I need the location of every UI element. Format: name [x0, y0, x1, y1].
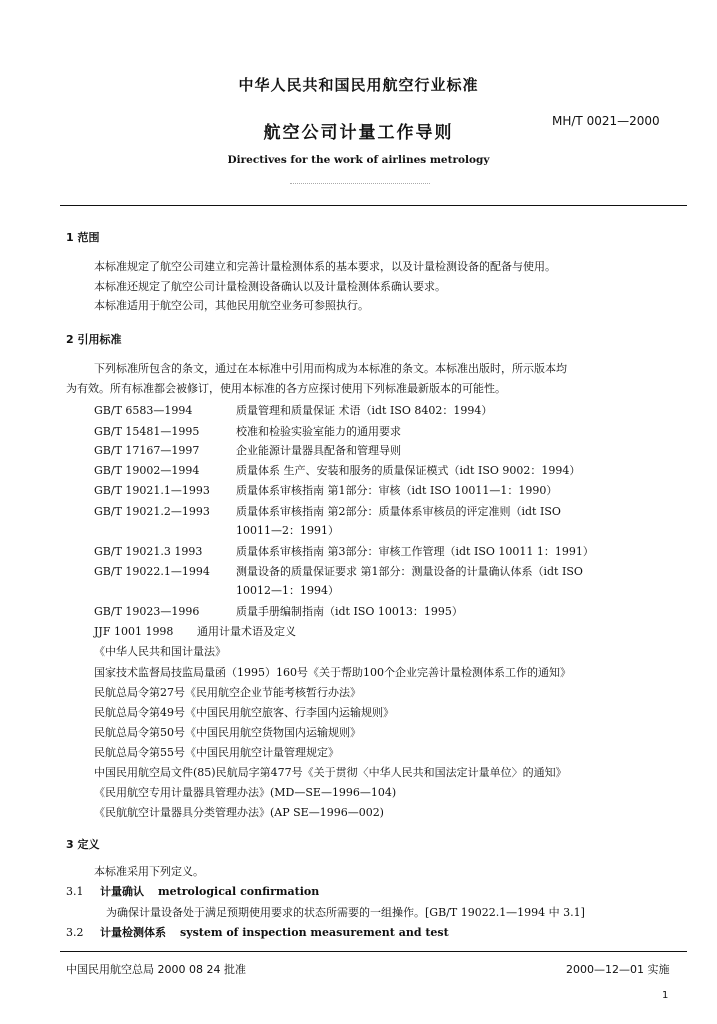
reference-code: GB/T 19021.1—1993: [94, 484, 210, 497]
definition-term-en: metrological confirmation: [158, 885, 320, 898]
regulation-item: 《中华人民共和国计量法》: [94, 645, 226, 658]
reference-title: 质量体系审核指南 第1部分：审核（idt ISO 10011—1：1990）: [236, 484, 558, 497]
reference-item: [94, 603, 463, 619]
reference-title: 企业能源计量器具配备和管理导则: [236, 444, 401, 457]
document-subtitle-en: Directives for the work of airlines metrology: [227, 154, 490, 166]
section-3-heading: 3 定义: [66, 838, 100, 851]
section-1-para: 本标准规定了航空公司建立和完善计量检测体系的基本要求，以及计量检测设备的配备与使用。: [94, 260, 556, 273]
section-1-heading: 1 范围: [66, 231, 100, 244]
document-title: 航空公司计量工作导则: [263, 123, 454, 143]
reference-title: 校准和检验实验室能力的通用要求: [236, 425, 401, 438]
reference-item: [94, 462, 580, 478]
section-3-intro: 本标准采用下列定义。: [94, 865, 204, 878]
reference-item: [94, 402, 492, 418]
definition-text: 为确保计量设备处于满足预期使用要求的状态所需要的一组操作。[GB/T 19022.1—1994 中 3.1]: [106, 906, 585, 919]
regulation-item: 民航总局令第55号《中国民用航空计量管理规定》: [94, 746, 339, 759]
definition-number: 3.1: [66, 885, 84, 898]
header-dotted-divider: [290, 183, 430, 184]
reference-code: GB/T 19021.2—1993: [94, 505, 210, 518]
section-1-para: 本标准还规定了航空公司计量检测设备确认以及计量检测体系确认要求。: [94, 280, 446, 293]
section-1-para: 本标准适用于航空公司，其他民用航空业务可参照执行。: [94, 299, 369, 312]
regulation-item: 国家技术监督局技监局量函（1995）160号《关于帮助100个企业完善计量检测体系工作的通知》: [94, 666, 571, 679]
definition-3-1: [66, 885, 319, 899]
definition-term: 计量确认: [100, 885, 144, 898]
reference-item: [94, 543, 594, 559]
page-number: 1: [662, 990, 669, 1001]
reference-code: GB/T 19022.1—1994: [94, 565, 210, 578]
reference-title-continued: 10012—1：1994）: [236, 584, 339, 597]
reference-title-continued: 10011—2：1991）: [236, 524, 339, 537]
definition-term-en: system of inspection measurement and test: [180, 926, 449, 939]
section-2-intro: 下列标准所包含的条文，通过在本标准中引用而构成为本标准的条文。本标准出版时，所示版本均: [94, 362, 567, 375]
reference-title: 质量管理和质量保证 术语（idt ISO 8402：1994）: [236, 404, 493, 417]
reference-title: 测量设备的质量保证要求 第1部分：测量设备的计量确认体系（idt ISO: [236, 565, 583, 578]
reference-item: [94, 623, 296, 639]
reference-code: GB/T 19002—1994: [94, 464, 200, 477]
regulation-item: 民航总局令第49号《中国民用航空旅客、行李国内运输规则》: [94, 706, 394, 719]
reference-code: GB/T 6583—1994: [94, 404, 193, 417]
reference-item: [94, 563, 583, 579]
reference-item: [94, 442, 401, 458]
footer-rule: [60, 951, 687, 952]
regulation-item: 《民用航空专用计量器具管理办法》(MD—SE—1996—104): [94, 786, 397, 799]
reference-item: [94, 423, 401, 439]
standard-body: 中华人民共和国民用航空行业标准: [238, 76, 479, 94]
regulation-item: 中国民用航空局文件(85)民航局字第477号《关于贯彻〈中华人民共和国法定计量单位〉的通知》: [94, 766, 567, 779]
regulation-item: 民航总局令第27号《民用航空企业节能考核暂行办法》: [94, 686, 361, 699]
reference-item: [94, 503, 561, 519]
definition-term: 计量检测体系: [100, 926, 166, 939]
section-2-intro: 为有效。所有标准都会被修订，使用本标准的各方应探讨使用下列标准最新版本的可能性。: [66, 382, 506, 395]
definition-number: 3.2: [66, 926, 84, 939]
regulation-item: 民航总局令第50号《中国民用航空货物国内运输规则》: [94, 726, 361, 739]
approval-info: 中国民用航空总局 2000 08 24 批准: [66, 963, 246, 976]
reference-item: [94, 482, 557, 498]
header-rule: [60, 205, 687, 206]
reference-code: JJF 1001 1998: [94, 625, 174, 638]
reference-code: GB/T 15481—1995: [94, 425, 200, 438]
reference-title: 质量体系审核指南 第2部分：质量体系审核员的评定准则（idt ISO: [236, 505, 561, 518]
reference-code: GB/T 17167—1997: [94, 444, 200, 457]
standard-code: MH/T 0021—2000: [552, 114, 660, 128]
section-2-heading: 2 引用标准: [66, 333, 122, 346]
reference-code: GB/T 19023—1996: [94, 605, 200, 618]
reference-title: 质量体系 生产、安装和服务的质量保证模式（idt ISO 9002：1994）: [236, 464, 581, 477]
reference-code: GB/T 19021.3 1993: [94, 545, 203, 558]
definition-3-2: [66, 926, 449, 940]
reference-title: 通用计量术语及定义: [197, 625, 296, 638]
regulation-item: 《民航航空计量器具分类管理办法》(AP SE—1996—002): [94, 806, 384, 819]
effective-date: 2000—12—01 实施: [566, 963, 670, 976]
reference-title: 质量手册编制指南（idt ISO 10013：1995）: [236, 605, 463, 618]
reference-title: 质量体系审核指南 第3部分：审核工作管理（idt ISO 10011 1：1991）: [236, 545, 594, 558]
